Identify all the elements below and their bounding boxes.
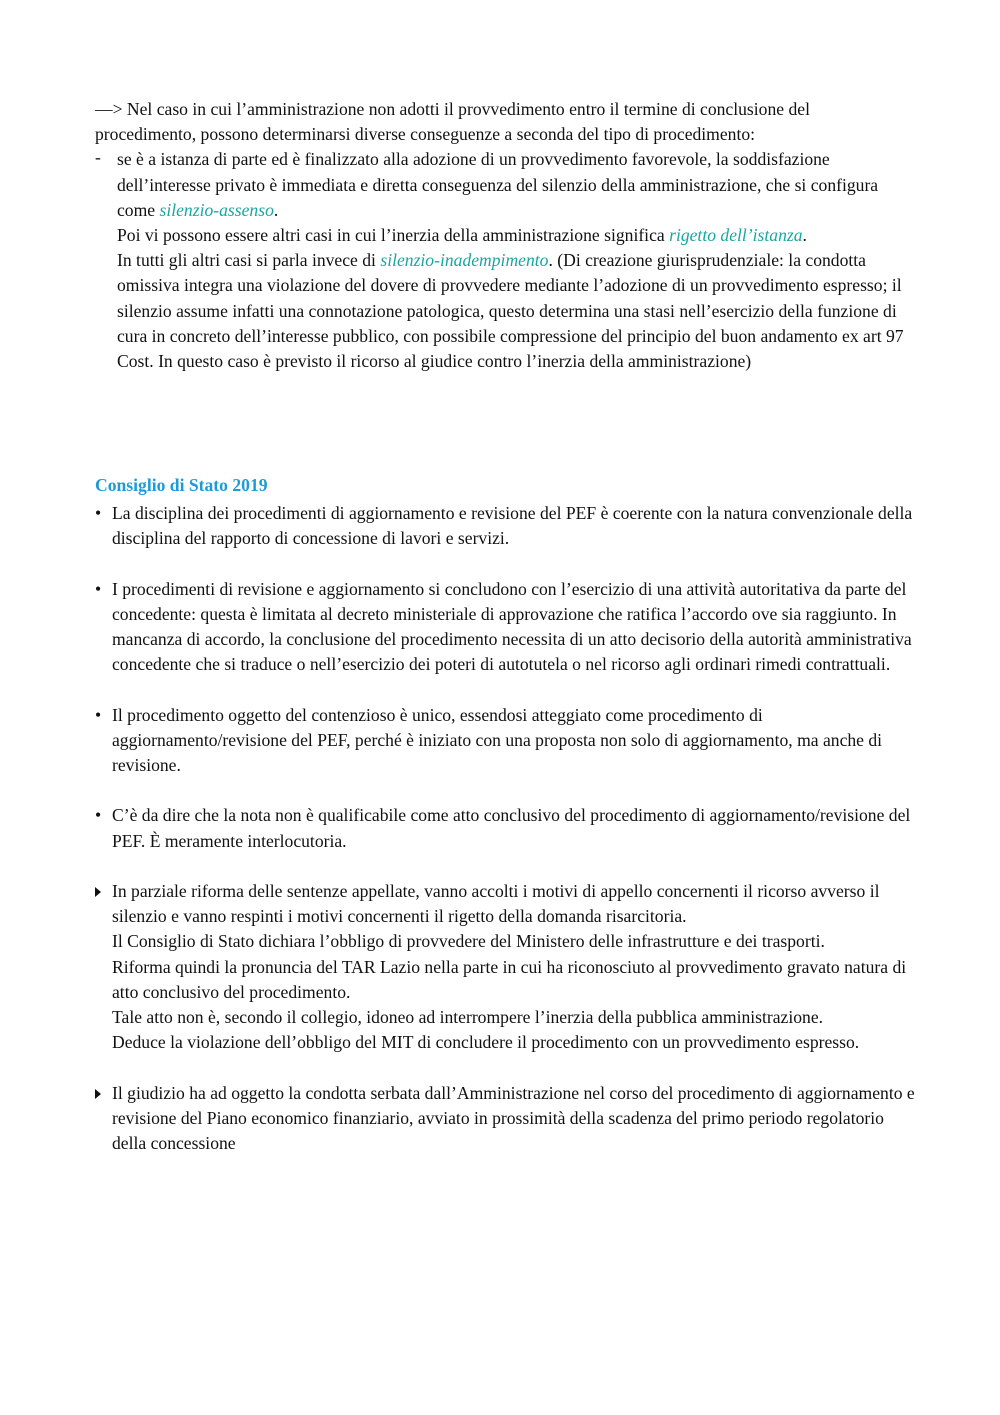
term-silenzio-inadempimento: silenzio-inadempimento [380,250,549,271]
dash-marker: - [95,147,101,168]
list-item [95,803,915,853]
case-rigetto: Poi vi possono essere altri casi in cui l’inerzia della amministrazione significa rigetto dell’istanza. [117,225,807,246]
arrow-list-item [95,1081,915,1157]
case-silenzio-inadempimento: In tutti gli altri casi si parla invece di silenzio-inadempimento. (Di creazione giurisprudenziale: la condotta omissiva integra una violazione del dovere di provvedere mediante l’adozione di un provvedimento espresso; il silenzio assume infatti una connotazione patologica, questo determina una stasi nell’esercizio della funzione di cura in concreto dell’interesse pubblico, con possibile compressione del principio del buon andamento ex art 97 Cost. In questo caso è previsto il ricorso al giudice contro l’inerzia della amministrazione) [117,250,904,372]
term-silenzio-assenso: silenzio-assenso [159,199,274,220]
triangle-right-icon [95,879,107,904]
list-item-text: Deduce la violazione dell’obbligo del MIT di concludere il procedimento con un provvedimento espresso. [112,1032,860,1053]
intro-block [95,97,915,374]
intro-lead: —> Nel caso in cui l’amministrazione non adotti il provvedimento entro il termine di conclusione del procedimento, possono determinarsi diverse conseguenze a seconda del tipo di procedimento: [95,99,810,145]
dash-list-item [95,147,915,374]
section-heading: Consiglio di Stato 2019 [95,475,268,495]
list-item-text: C’è da dire che la nota non è qualificabile come atto conclusivo del procedimento di aggiornamento/revisione del PEF. È meramente interlocutoria. [112,805,911,851]
list-item-text: Riforma quindi la pronuncia del TAR Lazio nella parte in cui ha riconosciuto al provvedimento gravato natura di atto conclusivo del procedimento. [112,956,907,1002]
bullet-icon: • [95,805,102,826]
list-item [95,577,915,678]
bullet-icon: • [95,503,102,523]
section-list [95,501,915,1181]
list-item-text: Il procedimento oggetto del contenzioso è unico, essendosi atteggiato come procedimento di aggiornamento/revisione del PEF, perché è iniziato con una proposta non solo di aggiornamento, ma anche di revisione. [112,704,883,775]
list-item-text: Il Consiglio di Stato dichiara l’obbligo di provvedere del Ministero delle infrastrutture e dei trasporti. [112,931,825,952]
bullet-icon: • [95,578,102,599]
arrow-list-item [95,879,915,1055]
list-item-text: La disciplina dei procedimenti di aggiornamento e revisione del PEF è coerente con la natura convenzionale della disciplina del rapporto di concessione di lavori e servizi. [112,503,913,549]
list-item-text: Il giudizio ha ad oggetto la condotta serbata dall’Amministrazione nel corso del procedimento di aggiornamento e revisione del Piano economico finanziario, avviato in prossimità della scadenza del primo periodo regolatorio della concessione [112,1082,915,1153]
list-item [95,501,915,551]
bullet-icon: • [95,704,102,725]
list-item-text: In parziale riforma delle sentenze appellate, vanno accolti i motivi di appello concernenti il ricorso avverso il silenzio e vanno respinti i motivi concernenti il rigetto della domanda risarcitoria. [112,880,880,927]
list-item-text: I procedimenti di revisione e aggiornamento si concludono con l’esercizio di una attività autoritativa da parte del concedente: questa è limitata al decreto ministeriale di approvazione che ratifica l’accordo ove sia raggiunto. In mancanza di accordo, la conclusione del procedimento necessita di un atto decisorio della autorità amministrativa concedente che si traduce o nell’esercizio dei poteri di autotutela o nel ricorso agli ordinari rimedi contrattuali. [112,578,912,675]
triangle-right-icon [95,1081,107,1106]
term-rigetto: rigetto dell’istanza [669,225,803,246]
list-item-text: Tale atto non è, secondo il collegio, idoneo ad interrompere l’inerzia della pubblica amministrazione. [112,1007,824,1027]
case-silenzio-assenso: se è a istanza di parte ed è finalizzato alla adozione di un provvedimento favorevole, la soddisfazione dell’interesse privato è immediata e diretta conseguenza del silenzio della amministrazione, che si configura come silenzio-assenso. [117,149,879,220]
list-item [95,703,915,779]
